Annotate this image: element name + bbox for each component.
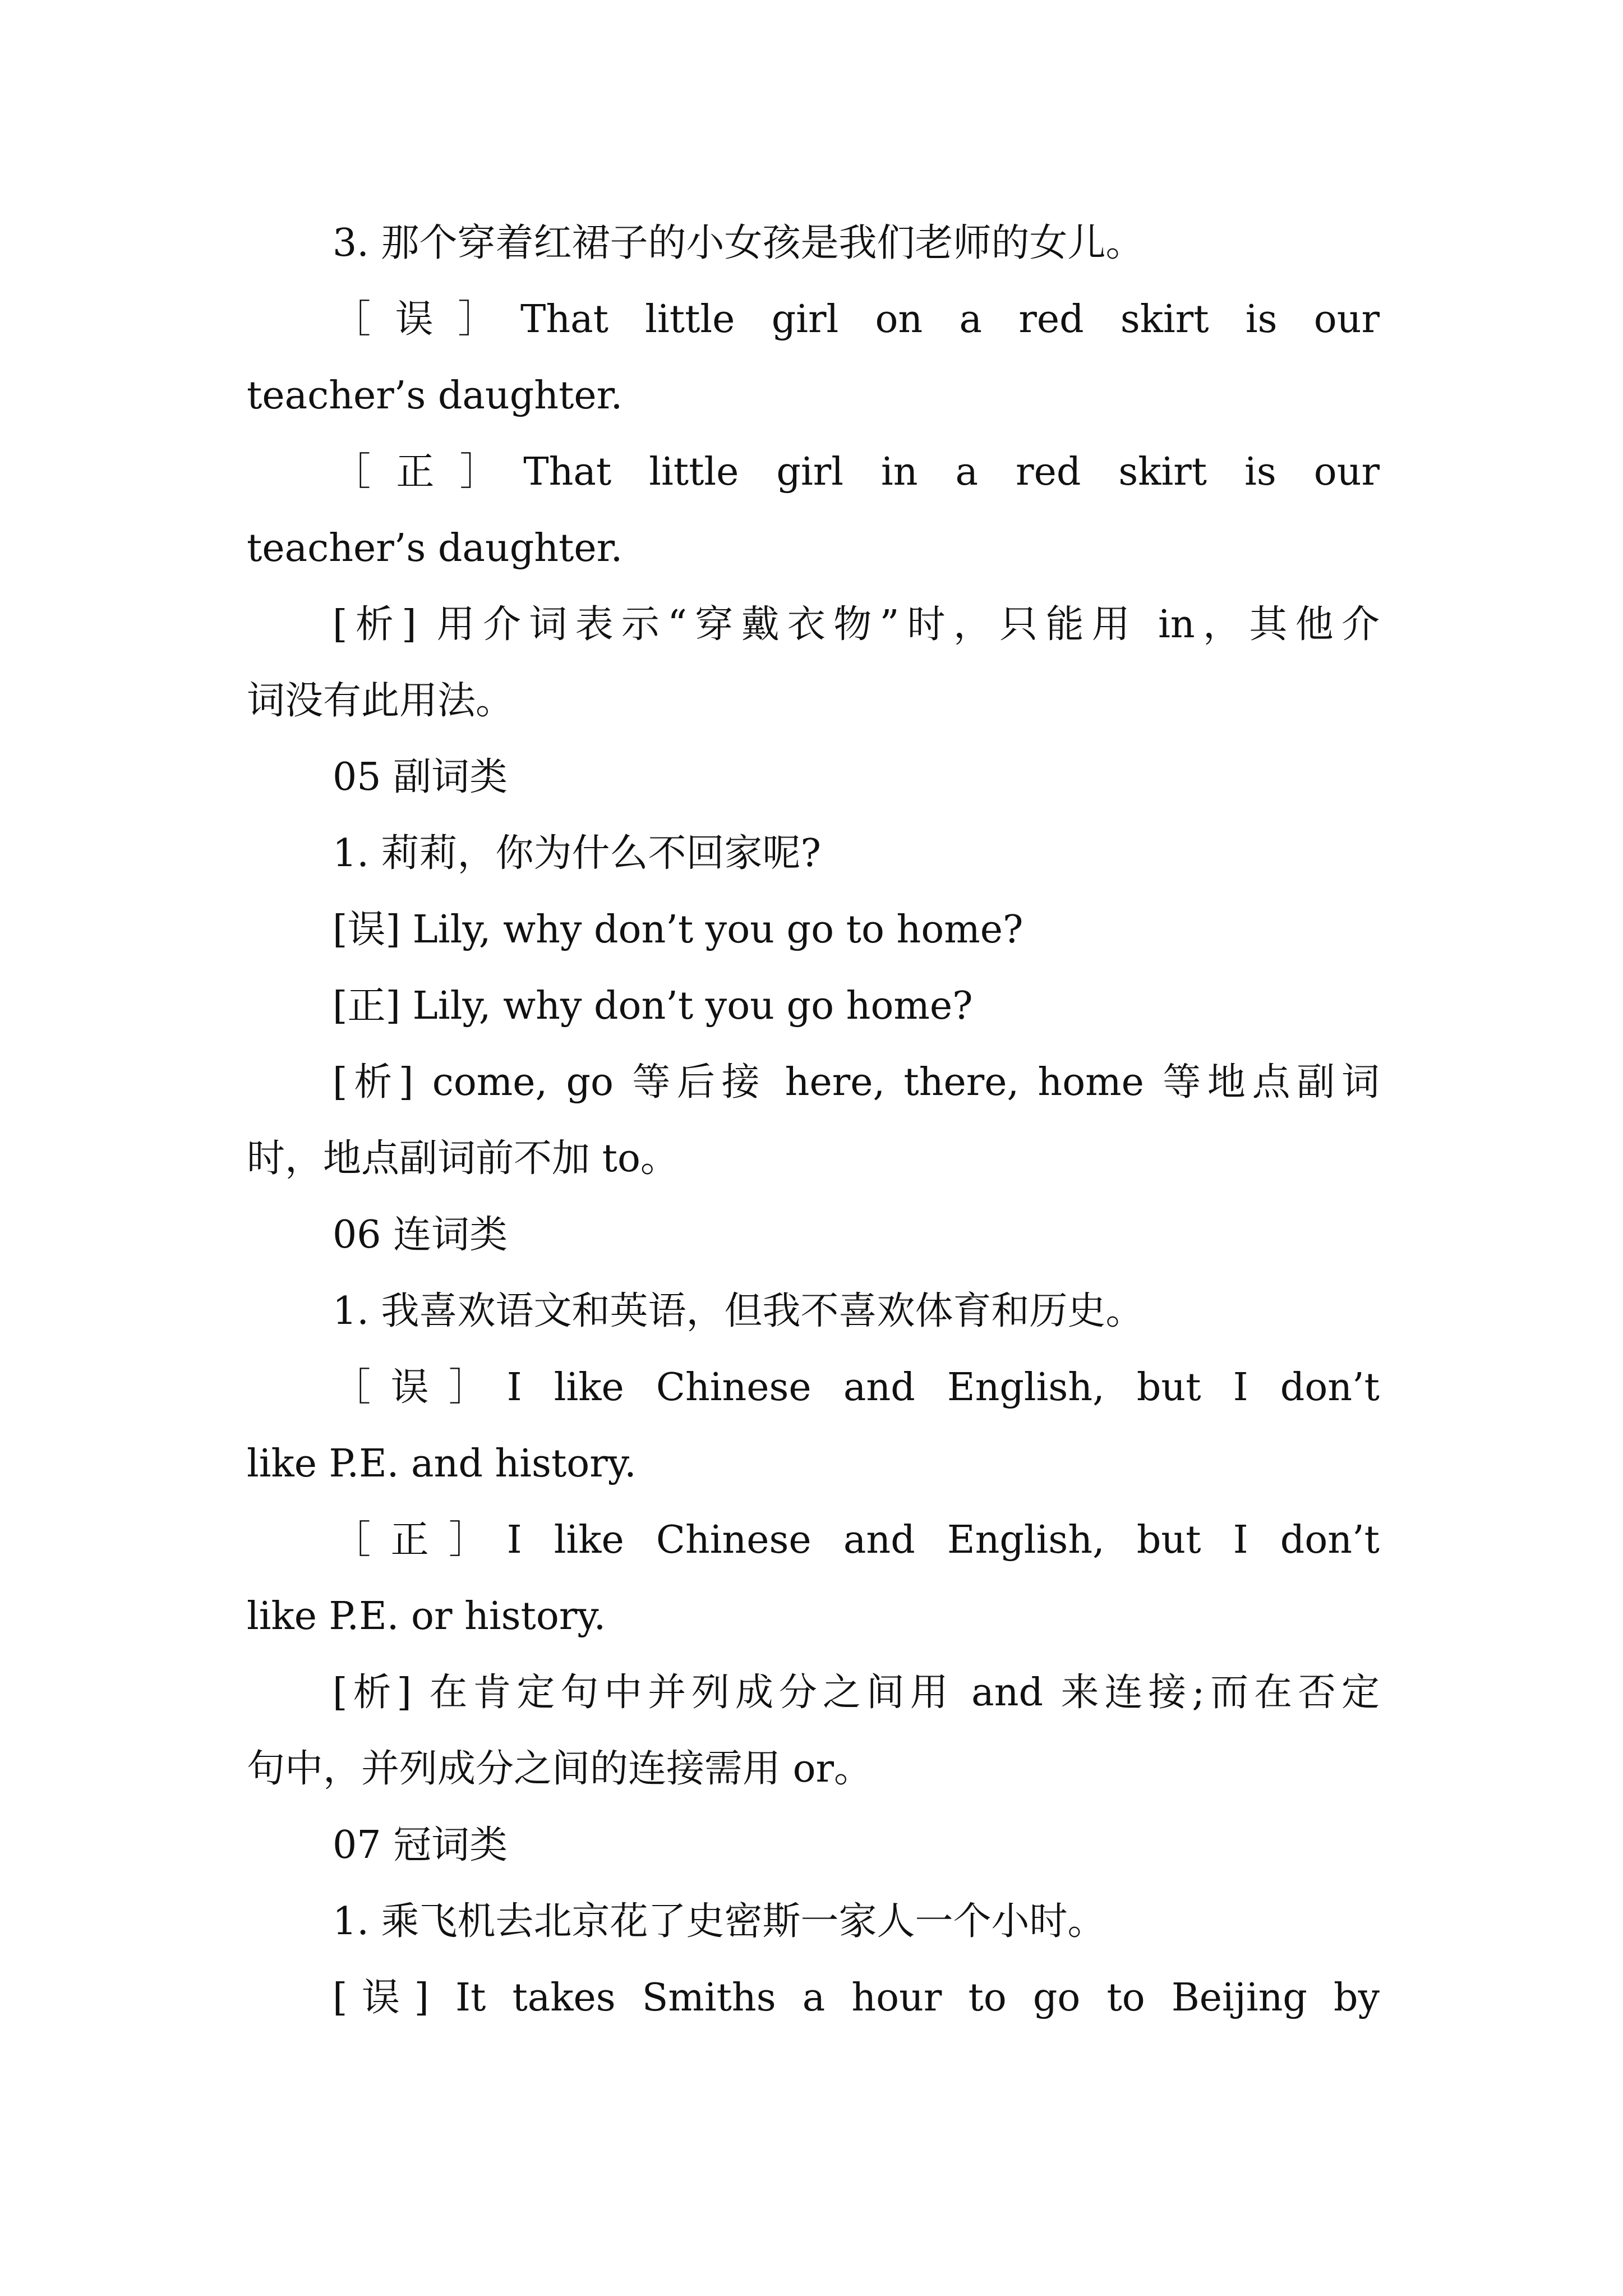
wrong-example-line: ［误］That little girl on a red skirt is our <box>333 297 1380 342</box>
wrong-example-line: [误] It takes Smiths a hour to go to Beijing by <box>333 1976 1380 2020</box>
correct-example-line: ［正］That little girl in a red skirt is our <box>333 450 1380 494</box>
analysis-continuation: 时，地点副词前不加 to。 <box>247 1137 679 1181</box>
analysis-continuation: 词没有此用法。 <box>247 679 514 723</box>
correct-example-continuation: teacher’s daughter. <box>247 526 623 570</box>
correct-example-line: [正] Lily, why don’t you go home? <box>333 984 973 1028</box>
analysis-line: [析] 在肯定句中并列成分之间用 and 来连接;而在否定 <box>333 1671 1380 1715</box>
correct-example-continuation: like P.E. or history. <box>247 1594 606 1639</box>
analysis-line: [析] come, go 等后接 here, there, home 等地点副词 <box>333 1060 1380 1105</box>
analysis-continuation: 句中，并列成分之间的连接需用 or。 <box>247 1747 873 1791</box>
section-heading-articles: 07 冠词类 <box>333 1823 508 1867</box>
wrong-example-continuation: like P.E. and history. <box>247 1442 637 1486</box>
example-sentence-chinese: 1. 乘飞机去北京花了史密斯一家人一个小时。 <box>333 1899 1106 1944</box>
section-heading-adverbs: 05 副词类 <box>333 755 508 799</box>
section-heading-conjunctions: 06 连词类 <box>333 1213 508 1257</box>
wrong-example-continuation: teacher’s daughter. <box>247 374 623 418</box>
example-sentence-chinese: 1. 莉莉，你为什么不回家呢? <box>333 831 821 876</box>
analysis-line: [析] 用介词表示“穿戴衣物”时，只能用 in，其他介 <box>333 602 1380 647</box>
example-sentence-chinese: 1. 我喜欢语文和英语，但我不喜欢体育和历史。 <box>333 1289 1144 1333</box>
wrong-example-line: ［误］I like Chinese and English, but I don’t <box>333 1365 1380 1410</box>
example-sentence-chinese: 3. 那个穿着红裙子的小女孩是我们老师的女儿。 <box>333 221 1144 265</box>
wrong-example-line: [误] Lily, why don’t you go to home? <box>333 908 1023 952</box>
correct-example-line: ［正］I like Chinese and English, but I don’t <box>333 1518 1380 1562</box>
